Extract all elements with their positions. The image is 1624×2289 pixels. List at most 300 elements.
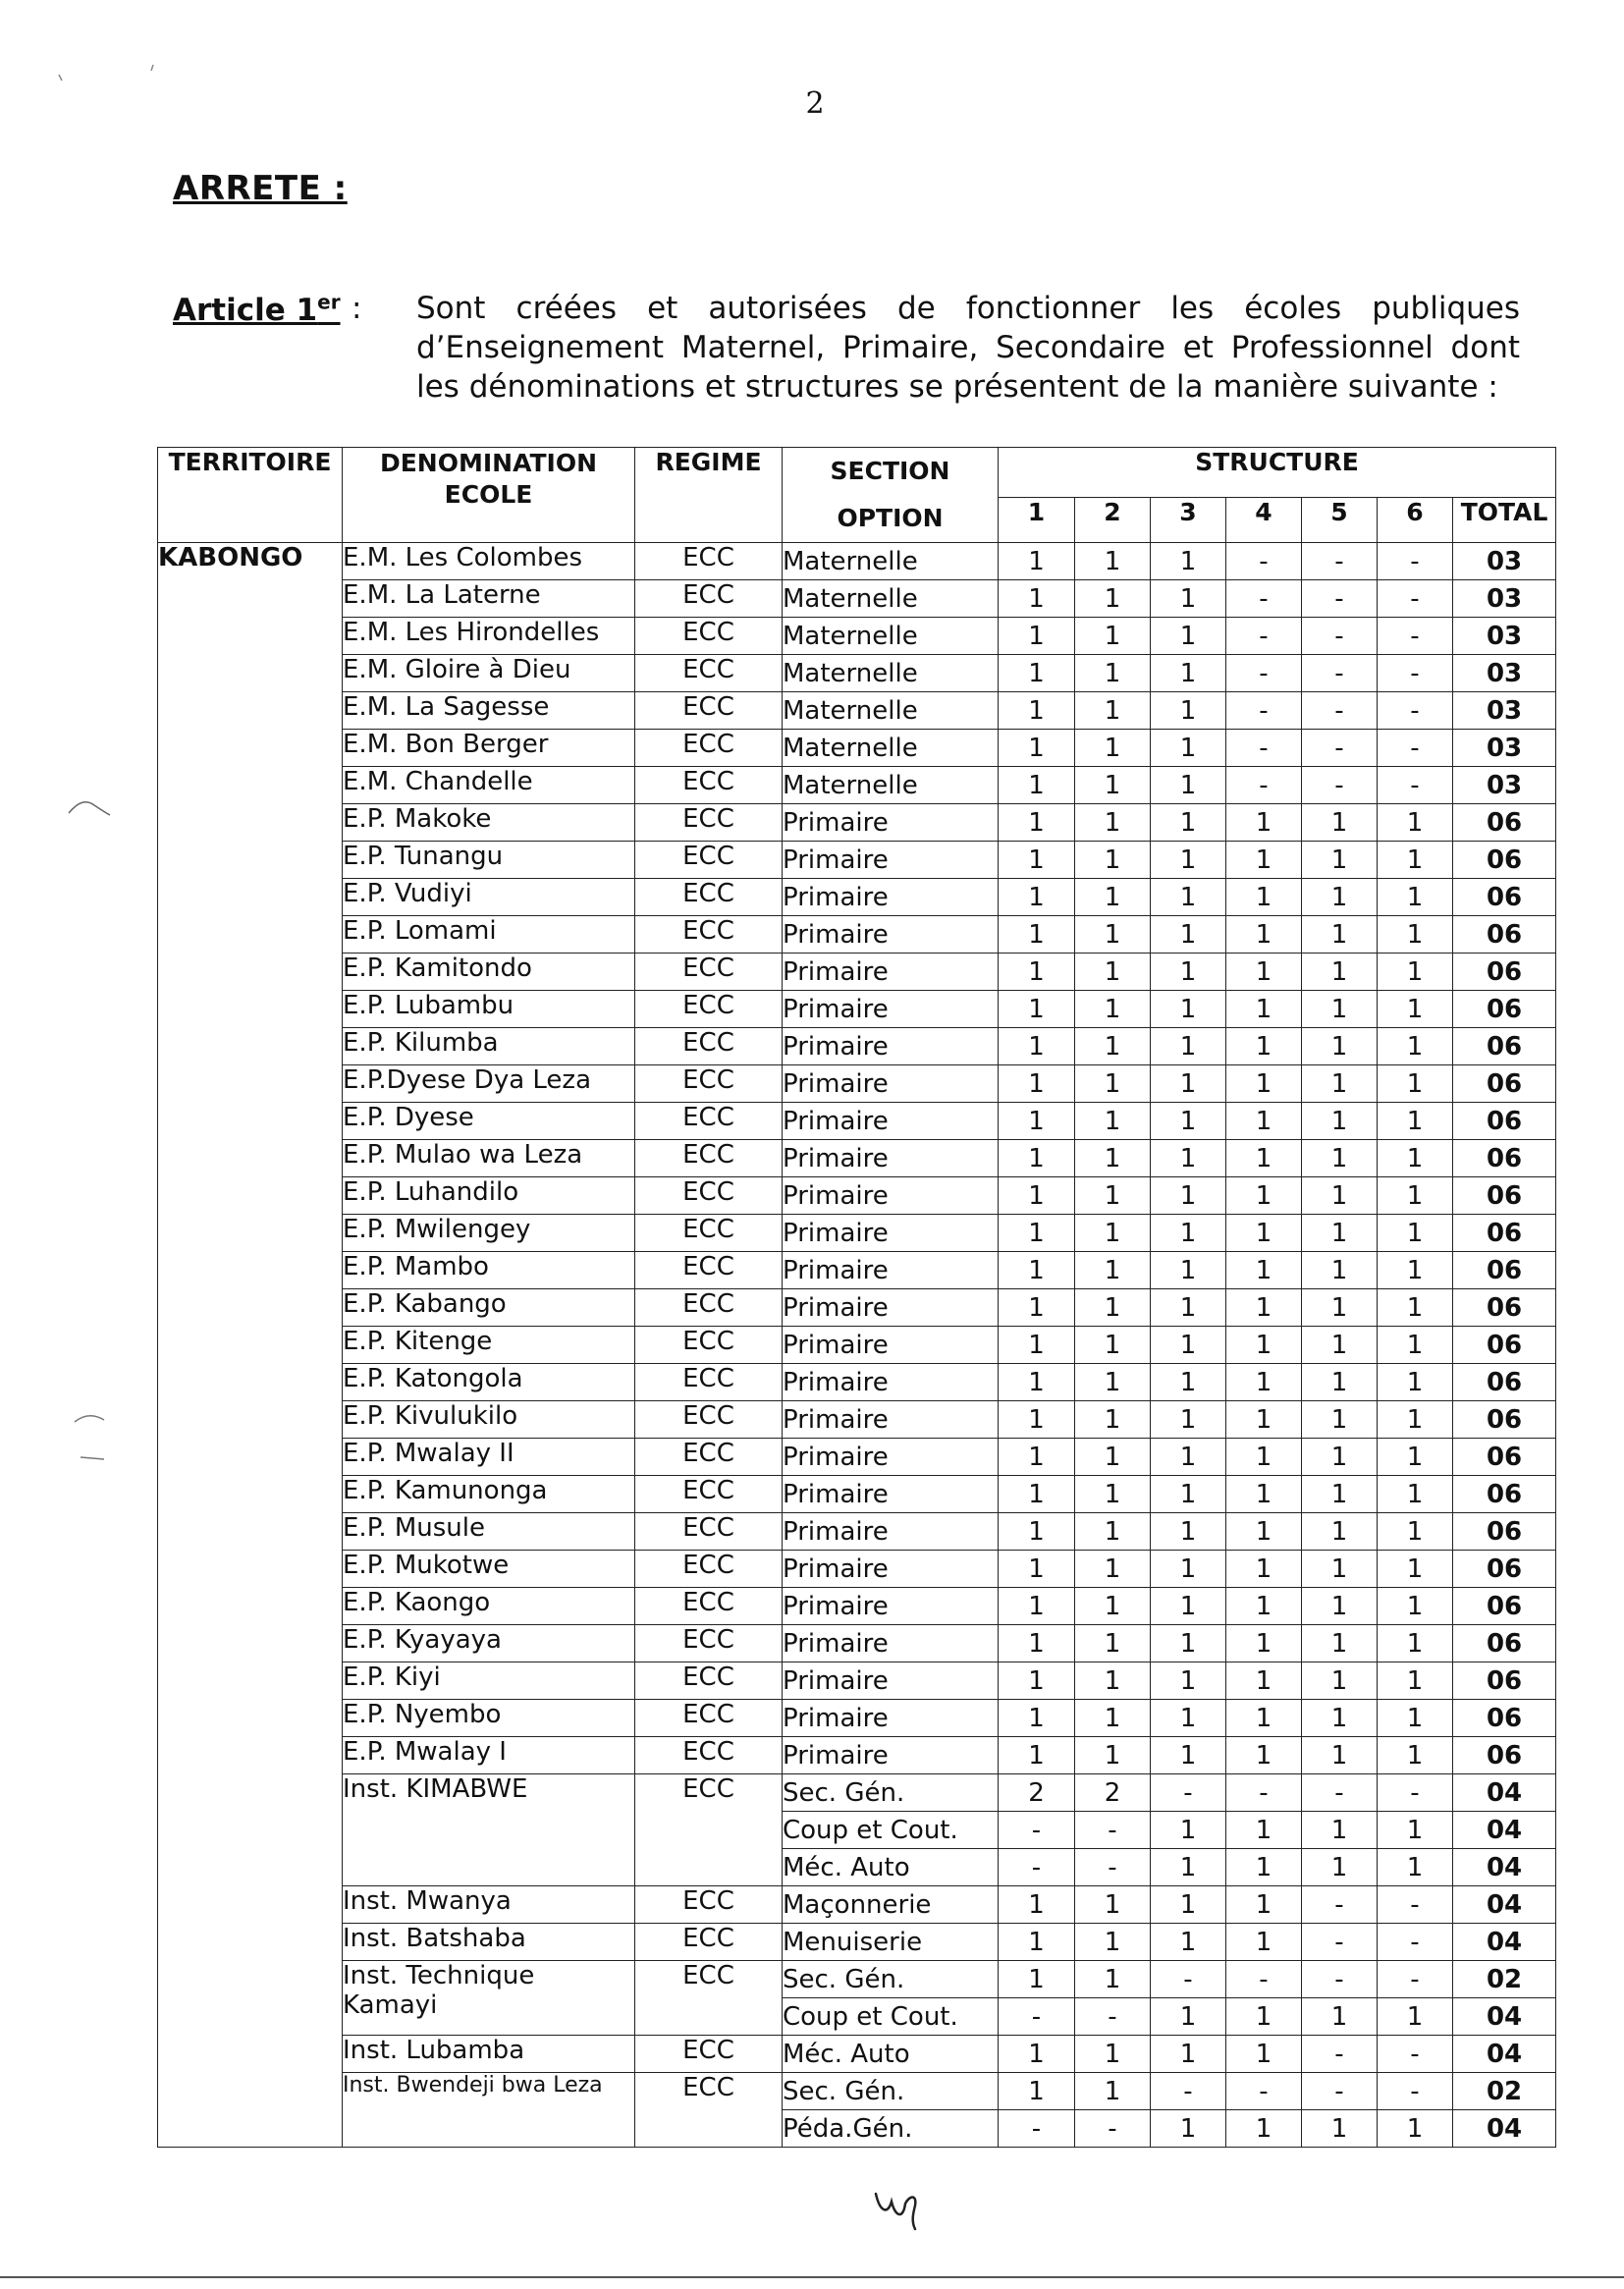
structure-cell-1: 1 <box>999 1140 1075 1177</box>
structure-cell-6: 1 <box>1378 991 1453 1028</box>
structure-cell-5: 1 <box>1302 1327 1378 1364</box>
structure-cell-2: 1 <box>1075 1513 1151 1551</box>
header-territoire: TERRITOIRE <box>158 448 343 543</box>
regime-cell: ECC <box>635 1625 783 1662</box>
structure-cell-6: 1 <box>1378 1439 1453 1476</box>
regime-cell: ECC <box>635 1737 783 1774</box>
structure-cell-2: 1 <box>1075 1551 1151 1588</box>
structure-cell-6: 1 <box>1378 1551 1453 1588</box>
structure-cell-1: 1 <box>999 1476 1075 1513</box>
total-cell: 06 <box>1453 1327 1556 1364</box>
section-cell: Primaire <box>783 1439 999 1476</box>
structure-cell-6: 1 <box>1378 1252 1453 1289</box>
structure-cell-4: 1 <box>1226 1551 1302 1588</box>
structure-cell-1: 1 <box>999 916 1075 954</box>
structure-cell-2: 1 <box>1075 1140 1151 1177</box>
section-cell: Primaire <box>783 1700 999 1737</box>
total-cell: 06 <box>1453 1439 1556 1476</box>
structure-cell-6: - <box>1378 730 1453 767</box>
structure-cell-4: 1 <box>1226 2036 1302 2073</box>
structure-cell-2: 1 <box>1075 1700 1151 1737</box>
structure-cell-5: 1 <box>1302 1177 1378 1215</box>
regime-cell: ECC <box>635 1327 783 1364</box>
structure-cell-2: 1 <box>1075 767 1151 804</box>
structure-cell-1: 1 <box>999 1065 1075 1103</box>
structure-cell-6: - <box>1378 692 1453 730</box>
structure-cell-1: 1 <box>999 618 1075 655</box>
structure-cell-1: 1 <box>999 1401 1075 1439</box>
section-cell: Primaire <box>783 1177 999 1215</box>
total-cell: 04 <box>1453 1849 1556 1886</box>
school-name: E.P. Vudiyi <box>343 879 635 916</box>
table-row <box>158 991 1556 1028</box>
table-row <box>158 1737 1556 1774</box>
structure-cell-2: - <box>1075 1849 1151 1886</box>
structure-cell-6: 1 <box>1378 1588 1453 1625</box>
regime-cell: ECC <box>635 1439 783 1476</box>
total-cell: 04 <box>1453 1924 1556 1961</box>
structure-cell-2: 1 <box>1075 1476 1151 1513</box>
structure-cell-2: 1 <box>1075 1177 1151 1215</box>
school-name: E.P. Kyayaya <box>343 1625 635 1662</box>
structure-cell-4: 1 <box>1226 1662 1302 1700</box>
structure-cell-1: 1 <box>999 2036 1075 2073</box>
section-cell: Sec. Gén. <box>783 1774 999 1812</box>
structure-cell-3: 1 <box>1151 1886 1226 1924</box>
handwritten-initials <box>870 2182 929 2231</box>
structure-cell-5: 1 <box>1302 1625 1378 1662</box>
structure-cell-1: 2 <box>999 1774 1075 1812</box>
structure-cell-1: 1 <box>999 842 1075 879</box>
total-cell: 04 <box>1453 1812 1556 1849</box>
structure-cell-3: 1 <box>1151 2110 1226 2148</box>
structure-cell-1: 1 <box>999 804 1075 842</box>
article-label <box>173 291 341 328</box>
table-row <box>158 2073 1556 2110</box>
table-row <box>158 1028 1556 1065</box>
structure-cell-3: 1 <box>1151 879 1226 916</box>
structure-cell-6: - <box>1378 1961 1453 1998</box>
regime-cell: ECC <box>635 1289 783 1327</box>
structure-cell-6: 1 <box>1378 1513 1453 1551</box>
section-cell: Maternelle <box>783 692 999 730</box>
structure-cell-2: - <box>1075 1812 1151 1849</box>
table-row <box>158 1886 1556 1924</box>
structure-cell-4: 1 <box>1226 804 1302 842</box>
regime-cell: ECC <box>635 618 783 655</box>
section-cell: Primaire <box>783 1625 999 1662</box>
structure-cell-3: 1 <box>1151 1849 1226 1886</box>
structure-cell-4: 1 <box>1226 1401 1302 1439</box>
structure-cell-4: 1 <box>1226 1364 1302 1401</box>
section-cell: Primaire <box>783 1065 999 1103</box>
structure-cell-3: 1 <box>1151 730 1226 767</box>
structure-cell-2: 1 <box>1075 618 1151 655</box>
section-cell: Primaire <box>783 1103 999 1140</box>
structure-cell-6: 1 <box>1378 1812 1453 1849</box>
table-row <box>158 879 1556 916</box>
total-cell: 06 <box>1453 1065 1556 1103</box>
table-row <box>158 618 1556 655</box>
structure-cell-6: 1 <box>1378 1065 1453 1103</box>
total-cell: 06 <box>1453 1289 1556 1327</box>
school-name: E.P. Kitenge <box>343 1327 635 1364</box>
structure-cell-2: 1 <box>1075 916 1151 954</box>
total-cell: 02 <box>1453 2073 1556 2110</box>
table-row <box>158 1625 1556 1662</box>
total-cell: 03 <box>1453 580 1556 618</box>
total-cell: 06 <box>1453 1252 1556 1289</box>
structure-cell-4: 1 <box>1226 842 1302 879</box>
structure-cell-6: - <box>1378 618 1453 655</box>
structure-cell-6: 1 <box>1378 1737 1453 1774</box>
regime-cell: ECC <box>635 1028 783 1065</box>
section-cell: Primaire <box>783 879 999 916</box>
total-cell: 03 <box>1453 767 1556 804</box>
structure-cell-5: 1 <box>1302 1476 1378 1513</box>
margin-tick-mark <box>65 791 114 821</box>
school-name: E.M. Les Hirondelles <box>343 618 635 655</box>
structure-cell-2: 1 <box>1075 954 1151 991</box>
structure-cell-3: 1 <box>1151 1289 1226 1327</box>
structure-cell-4: - <box>1226 767 1302 804</box>
structure-cell-2: 1 <box>1075 730 1151 767</box>
school-name: E.P. Mwilengey <box>343 1215 635 1252</box>
table-row <box>158 1327 1556 1364</box>
structure-cell-6: 1 <box>1378 1327 1453 1364</box>
section-cell: Primaire <box>783 842 999 879</box>
section-cell: Coup et Cout. <box>783 1998 999 2036</box>
total-cell: 06 <box>1453 916 1556 954</box>
structure-cell-1: 1 <box>999 1215 1075 1252</box>
regime-cell: ECC <box>635 2036 783 2073</box>
regime-cell: ECC <box>635 1215 783 1252</box>
structure-cell-5: 1 <box>1302 1215 1378 1252</box>
header-total: TOTAL <box>1453 497 1556 542</box>
school-name: E.P. Mwalay I <box>343 1737 635 1774</box>
table-row <box>158 1774 1556 1812</box>
structure-cell-5: 1 <box>1302 1551 1378 1588</box>
structure-cell-3: - <box>1151 1774 1226 1812</box>
total-cell: 03 <box>1453 618 1556 655</box>
structure-cell-6: 1 <box>1378 842 1453 879</box>
total-cell: 06 <box>1453 1662 1556 1700</box>
total-cell: 06 <box>1453 1700 1556 1737</box>
school-name: E.P. Lomami <box>343 916 635 954</box>
structure-cell-4: - <box>1226 1774 1302 1812</box>
structure-cell-3: 1 <box>1151 1551 1226 1588</box>
table-row <box>158 1065 1556 1103</box>
structure-cell-6: 1 <box>1378 1177 1453 1215</box>
section-cell: Primaire <box>783 1140 999 1177</box>
structure-cell-2: 1 <box>1075 1289 1151 1327</box>
structure-cell-5: 1 <box>1302 1588 1378 1625</box>
header-col-5: 5 <box>1302 497 1378 542</box>
structure-cell-6: 1 <box>1378 1998 1453 2036</box>
schools-table <box>157 447 1556 2148</box>
structure-cell-4: 1 <box>1226 1812 1302 1849</box>
structure-cell-3: - <box>1151 2073 1226 2110</box>
structure-cell-2: 1 <box>1075 1364 1151 1401</box>
regime-cell: ECC <box>635 1924 783 1961</box>
school-name: E.P. Kabango <box>343 1289 635 1327</box>
table-row <box>158 1215 1556 1252</box>
structure-cell-1: 1 <box>999 1924 1075 1961</box>
section-cell: Maternelle <box>783 618 999 655</box>
structure-cell-3: 1 <box>1151 954 1226 991</box>
structure-cell-2: 1 <box>1075 842 1151 879</box>
structure-cell-4: 1 <box>1226 1924 1302 1961</box>
total-cell: 03 <box>1453 730 1556 767</box>
structure-cell-5: - <box>1302 580 1378 618</box>
total-cell: 06 <box>1453 1551 1556 1588</box>
structure-cell-2: 1 <box>1075 2036 1151 2073</box>
structure-cell-5: - <box>1302 692 1378 730</box>
decree-heading: ARRETE : <box>173 169 348 208</box>
structure-cell-4: 1 <box>1226 1177 1302 1215</box>
total-cell: 06 <box>1453 1215 1556 1252</box>
structure-cell-2: 1 <box>1075 1588 1151 1625</box>
structure-cell-5: 1 <box>1302 1998 1378 2036</box>
table-row <box>158 1700 1556 1737</box>
header-col-6: 6 <box>1378 497 1453 542</box>
school-name: E.P. Kamunonga <box>343 1476 635 1513</box>
structure-cell-6: - <box>1378 655 1453 692</box>
regime-cell: ECC <box>635 1700 783 1737</box>
school-name: E.P. Nyembo <box>343 1700 635 1737</box>
table-row <box>158 1513 1556 1551</box>
structure-cell-2: 1 <box>1075 1662 1151 1700</box>
regime-cell: ECC <box>635 1177 783 1215</box>
section-cell: Primaire <box>783 991 999 1028</box>
total-cell: 04 <box>1453 2110 1556 2148</box>
structure-cell-2: 1 <box>1075 1103 1151 1140</box>
structure-cell-1: 1 <box>999 2073 1075 2110</box>
structure-cell-2: - <box>1075 1998 1151 2036</box>
structure-cell-5: 1 <box>1302 1401 1378 1439</box>
section-cell: Primaire <box>783 1662 999 1700</box>
section-cell: Péda.Gén. <box>783 2110 999 2148</box>
structure-cell-5: 1 <box>1302 954 1378 991</box>
structure-cell-5: 1 <box>1302 1140 1378 1177</box>
school-name: E.P. Mukotwe <box>343 1551 635 1588</box>
page-number: 2 <box>805 86 825 121</box>
structure-cell-2: 1 <box>1075 1327 1151 1364</box>
structure-cell-4: 1 <box>1226 1252 1302 1289</box>
structure-cell-6: - <box>1378 543 1453 580</box>
structure-cell-4: 1 <box>1226 1103 1302 1140</box>
table-row <box>158 842 1556 879</box>
structure-cell-6: 1 <box>1378 1625 1453 1662</box>
structure-cell-5: 1 <box>1302 1700 1378 1737</box>
regime-cell: ECC <box>635 916 783 954</box>
section-cell: Maternelle <box>783 543 999 580</box>
school-name: Inst. Lubamba <box>343 2036 635 2073</box>
structure-cell-2: 2 <box>1075 1774 1151 1812</box>
structure-cell-4: - <box>1226 618 1302 655</box>
total-cell: 03 <box>1453 655 1556 692</box>
table-row <box>158 1476 1556 1513</box>
table-row <box>158 804 1556 842</box>
table-row <box>158 954 1556 991</box>
structure-cell-3: 1 <box>1151 1028 1226 1065</box>
structure-cell-1: 1 <box>999 1289 1075 1327</box>
school-name: Inst. Batshaba <box>343 1924 635 1961</box>
structure-cell-5: 1 <box>1302 916 1378 954</box>
structure-cell-6: 1 <box>1378 879 1453 916</box>
table-row <box>158 655 1556 692</box>
structure-cell-5: - <box>1302 543 1378 580</box>
total-cell: 04 <box>1453 1998 1556 2036</box>
school-name: E.P. Kiyi <box>343 1662 635 1700</box>
section-cell: Méc. Auto <box>783 2036 999 2073</box>
structure-cell-1: 1 <box>999 1662 1075 1700</box>
structure-cell-2: 1 <box>1075 1439 1151 1476</box>
structure-cell-4: 1 <box>1226 1289 1302 1327</box>
school-name: E.P. Mambo <box>343 1252 635 1289</box>
structure-cell-6: 1 <box>1378 1140 1453 1177</box>
regime-cell: ECC <box>635 655 783 692</box>
school-name: E.M. Gloire à Dieu <box>343 655 635 692</box>
structure-cell-1: 1 <box>999 543 1075 580</box>
table-row <box>158 692 1556 730</box>
section-cell: Primaire <box>783 1476 999 1513</box>
header-section-option: SECTION OPTION <box>783 448 999 543</box>
section-cell: Méc. Auto <box>783 1849 999 1886</box>
total-cell: 02 <box>1453 1961 1556 1998</box>
structure-cell-2: 1 <box>1075 655 1151 692</box>
structure-cell-1: 1 <box>999 692 1075 730</box>
structure-cell-1: - <box>999 1849 1075 1886</box>
article-text: Sont créées et autorisées de fonctionner les écoles publiques d’Enseignement Maternel, Primaire, Secondaire et Professionnel dont les dénominations et structures se présentent de la manière suivante : <box>416 291 1520 405</box>
structure-cell-2: 1 <box>1075 543 1151 580</box>
total-cell: 06 <box>1453 1513 1556 1551</box>
structure-cell-5: 1 <box>1302 1028 1378 1065</box>
structure-cell-3: 1 <box>1151 618 1226 655</box>
regime-cell: ECC <box>635 1588 783 1625</box>
structure-cell-3: 1 <box>1151 2036 1226 2073</box>
school-name: Inst. Bwendeji bwa Leza <box>343 2073 635 2148</box>
table-row <box>158 580 1556 618</box>
bottom-rule <box>0 2276 1624 2278</box>
structure-cell-3: 1 <box>1151 692 1226 730</box>
school-name: Inst. KIMABWE <box>343 1774 635 1886</box>
section-cell: Maternelle <box>783 655 999 692</box>
table-row <box>158 1140 1556 1177</box>
regime-cell: ECC <box>635 879 783 916</box>
structure-cell-3: 1 <box>1151 1924 1226 1961</box>
structure-cell-2: 1 <box>1075 804 1151 842</box>
school-name: E.P. Mulao wa Leza <box>343 1140 635 1177</box>
table-body <box>158 543 1556 2148</box>
total-cell: 06 <box>1453 1177 1556 1215</box>
structure-cell-3: 1 <box>1151 1513 1226 1551</box>
structure-cell-2: 1 <box>1075 1401 1151 1439</box>
structure-cell-4: 1 <box>1226 1737 1302 1774</box>
structure-cell-2: 1 <box>1075 692 1151 730</box>
regime-cell: ECC <box>635 580 783 618</box>
header-col-2: 2 <box>1075 497 1151 542</box>
section-cell: Sec. Gén. <box>783 1961 999 1998</box>
section-cell: Primaire <box>783 804 999 842</box>
table-row <box>158 916 1556 954</box>
structure-cell-1: 1 <box>999 991 1075 1028</box>
total-cell: 06 <box>1453 1364 1556 1401</box>
structure-cell-3: 1 <box>1151 767 1226 804</box>
structure-cell-5: - <box>1302 2073 1378 2110</box>
structure-cell-1: 1 <box>999 1625 1075 1662</box>
structure-cell-4: 1 <box>1226 1476 1302 1513</box>
structure-cell-1: 1 <box>999 1551 1075 1588</box>
section-cell: Primaire <box>783 1513 999 1551</box>
structure-cell-5: - <box>1302 1774 1378 1812</box>
structure-cell-6: - <box>1378 580 1453 618</box>
section-cell: Primaire <box>783 1551 999 1588</box>
school-name: E.P. Makoke <box>343 804 635 842</box>
structure-cell-1: 1 <box>999 1252 1075 1289</box>
structure-cell-3: 1 <box>1151 1439 1226 1476</box>
regime-cell: ECC <box>635 1252 783 1289</box>
structure-cell-5: 1 <box>1302 1364 1378 1401</box>
school-name: E.P. Kamitondo <box>343 954 635 991</box>
table-row <box>158 1252 1556 1289</box>
structure-cell-6: - <box>1378 1924 1453 1961</box>
structure-cell-5: 1 <box>1302 1439 1378 1476</box>
section-cell: Primaire <box>783 1028 999 1065</box>
regime-cell: ECC <box>635 1364 783 1401</box>
structure-cell-1: 1 <box>999 1103 1075 1140</box>
school-name: E.P. Mwalay II <box>343 1439 635 1476</box>
structure-cell-2: 1 <box>1075 1252 1151 1289</box>
structure-cell-6: - <box>1378 767 1453 804</box>
structure-cell-2: - <box>1075 2110 1151 2148</box>
regime-cell: ECC <box>635 692 783 730</box>
structure-cell-1: - <box>999 1998 1075 2036</box>
structure-cell-5: 1 <box>1302 842 1378 879</box>
total-cell: 06 <box>1453 1103 1556 1140</box>
regime-cell: ECC <box>635 1551 783 1588</box>
structure-cell-3: 1 <box>1151 1364 1226 1401</box>
structure-cell-3: 1 <box>1151 842 1226 879</box>
structure-cell-1: 1 <box>999 1327 1075 1364</box>
structure-cell-3: 1 <box>1151 991 1226 1028</box>
margin-scribble-mark <box>71 1410 110 1469</box>
structure-cell-2: 1 <box>1075 1625 1151 1662</box>
table-row <box>158 1401 1556 1439</box>
school-name: E.M. La Sagesse <box>343 692 635 730</box>
total-cell: 06 <box>1453 879 1556 916</box>
structure-cell-4: 1 <box>1226 1215 1302 1252</box>
scan-mark-top <box>55 51 163 90</box>
total-cell: 06 <box>1453 1625 1556 1662</box>
regime-cell: ECC <box>635 730 783 767</box>
structure-cell-5: 1 <box>1302 1812 1378 1849</box>
structure-cell-3: 1 <box>1151 1476 1226 1513</box>
structure-cell-5: 1 <box>1302 1289 1378 1327</box>
regime-cell: ECC <box>635 1476 783 1513</box>
structure-cell-6: - <box>1378 2036 1453 2073</box>
structure-cell-3: 1 <box>1151 1177 1226 1215</box>
structure-cell-5: 1 <box>1302 2110 1378 2148</box>
header-structure: STRUCTURE <box>999 448 1556 498</box>
structure-cell-3: 1 <box>1151 1625 1226 1662</box>
structure-cell-2: 1 <box>1075 1215 1151 1252</box>
structure-cell-1: 1 <box>999 730 1075 767</box>
structure-cell-3: 1 <box>1151 1215 1226 1252</box>
structure-cell-2: 1 <box>1075 1924 1151 1961</box>
regime-cell: ECC <box>635 1103 783 1140</box>
structure-cell-2: 1 <box>1075 2073 1151 2110</box>
